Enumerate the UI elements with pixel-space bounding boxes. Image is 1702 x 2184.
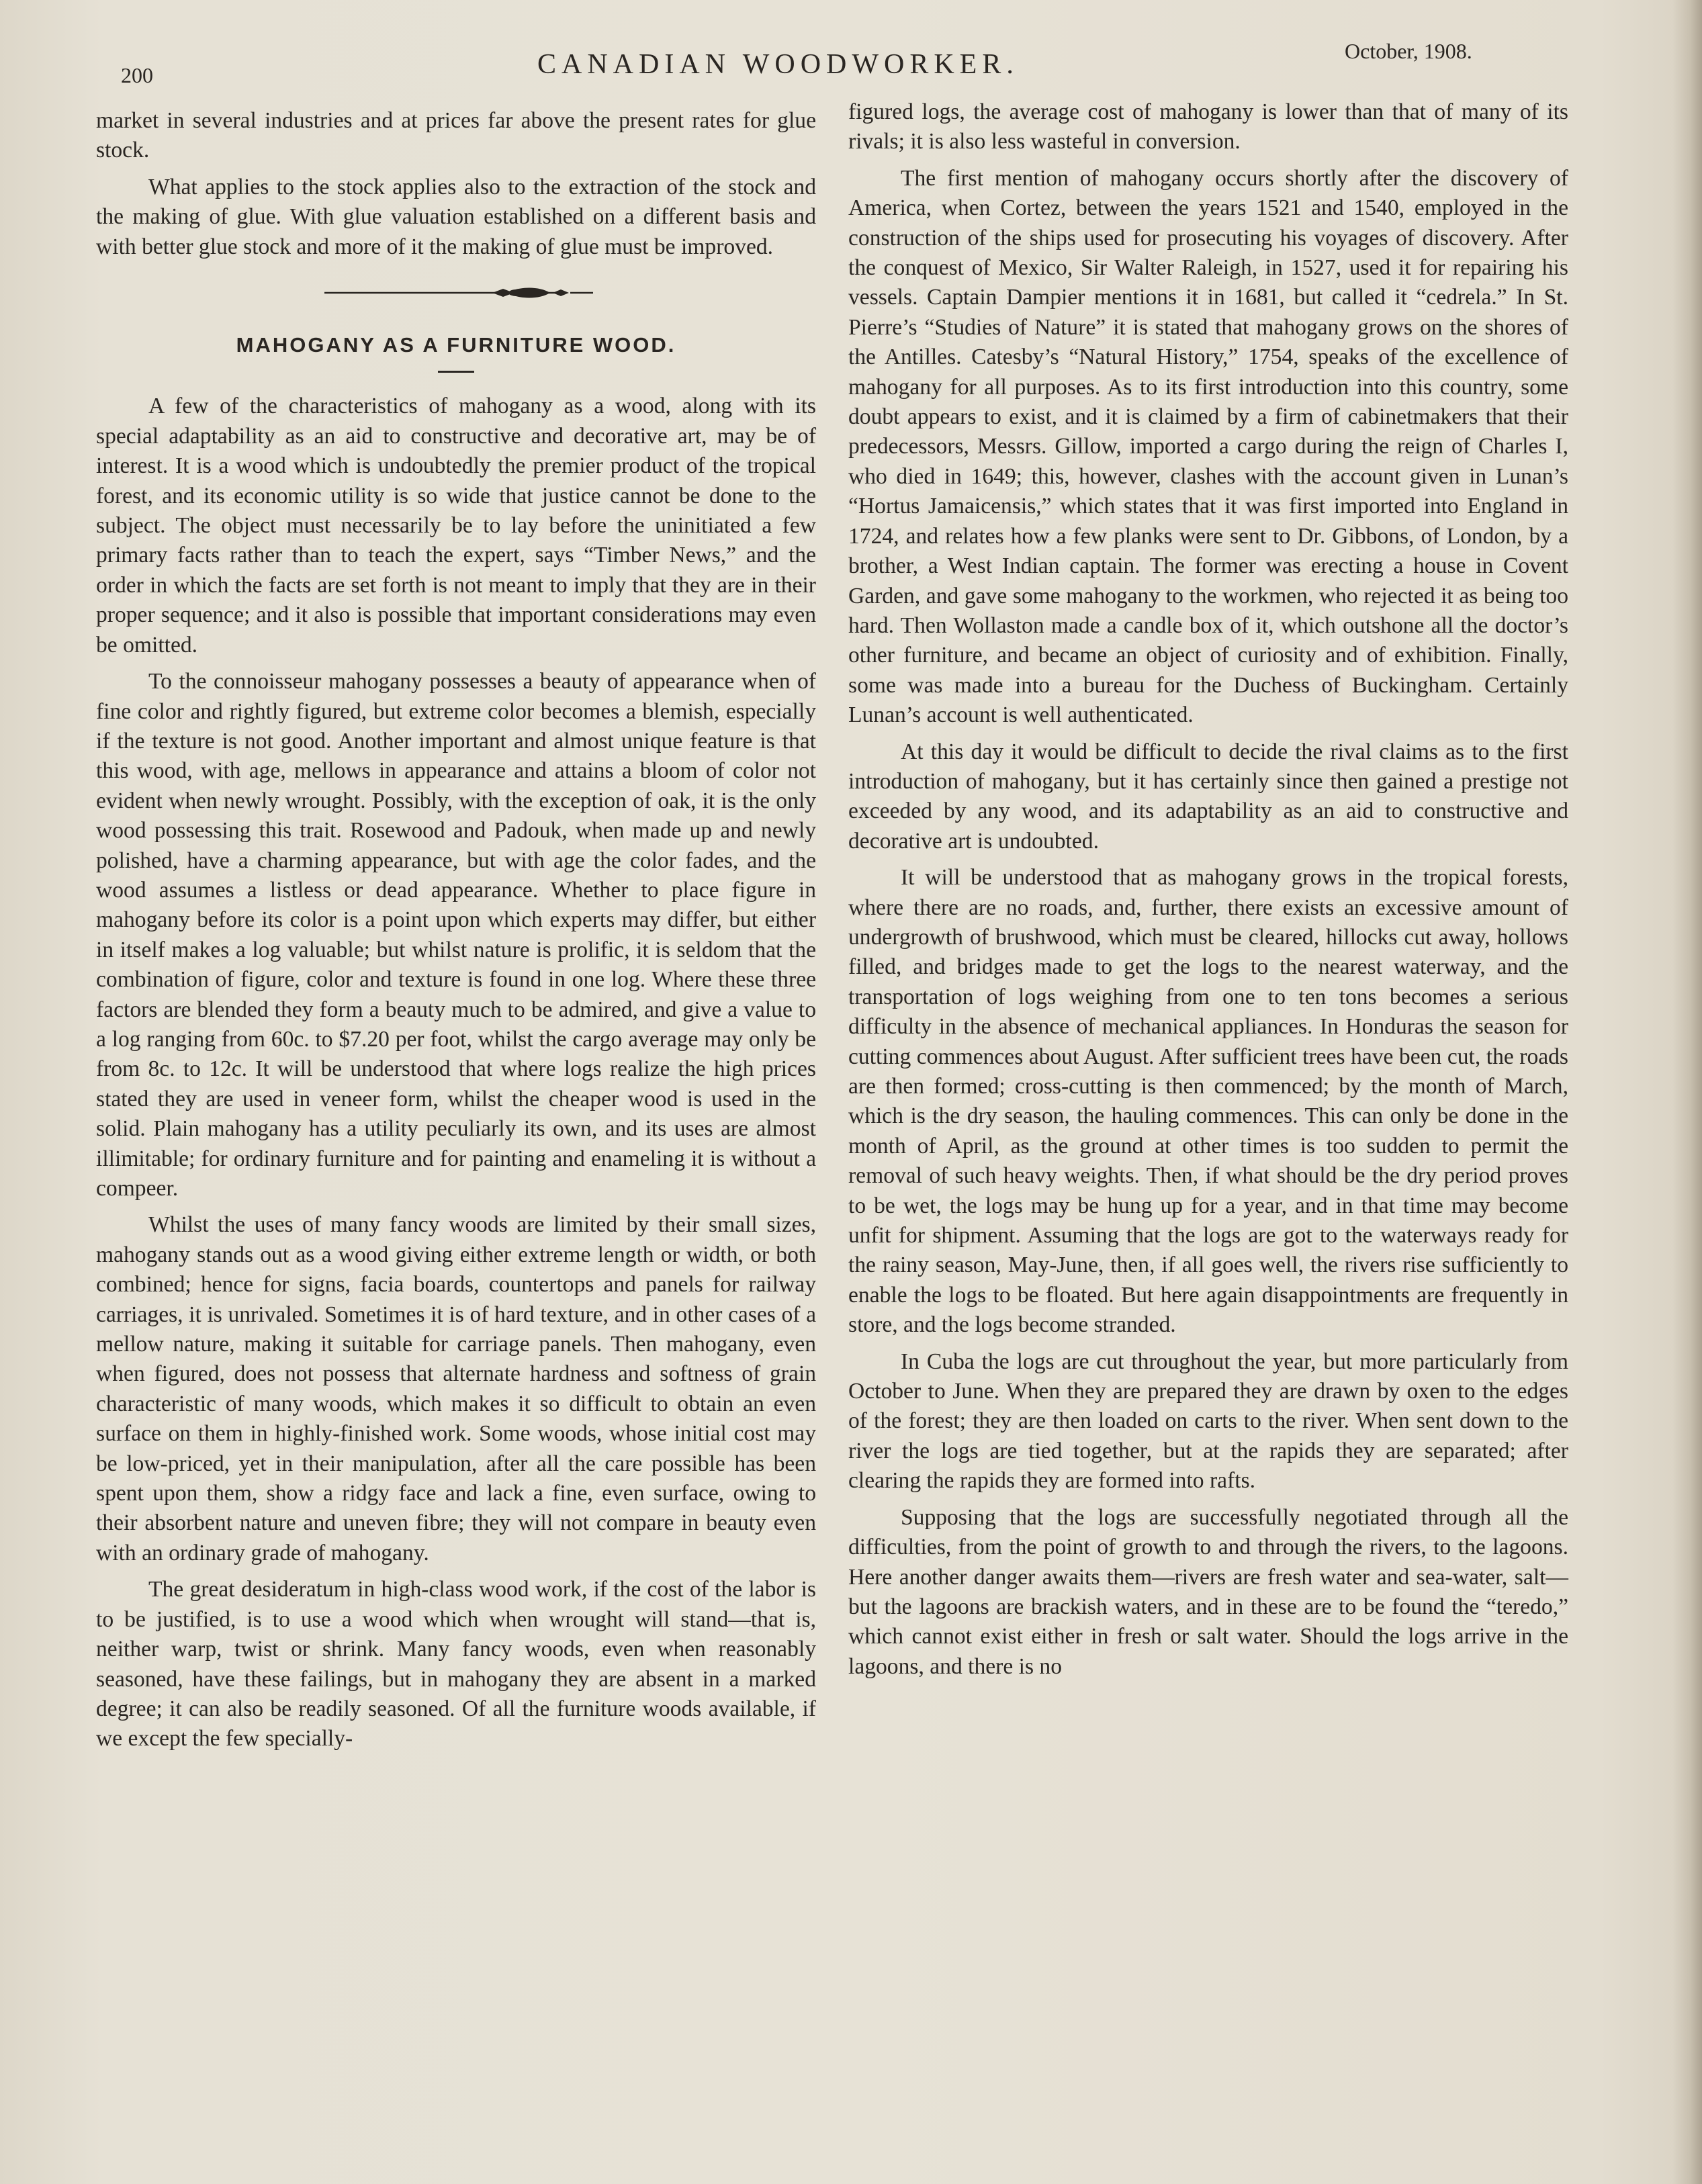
running-header [0,39,1702,86]
page-edge-shadow [1672,0,1702,2184]
article-paragraph-4: The great desideratum in high-class wood work, if the cost of the labor is to be justified, is to use a wood which when wrought will stand—that is, neither warp, twist or shrink. Many fancy woods, even when reasonably seasoned, have these failings, but in mahogany they are absent in a marked degree; it can also be readily seasoned. Of all the furniture woods available, if we except the few specially- [96,1577,816,1751]
article-paragraph-6: At this day it would be difficult to decide the rival claims as to the first introduction of mahogany, but it has certainly since then gained a prestige not exceeded by any wood, and its adaptability as an aid to constructive and decorative art is undoubted. [848,739,1568,854]
continued-paragraph-right: figured logs, the average cost of mahogany is lower than that of many of its rivals; it is also less wasteful in conversion. [848,99,1568,154]
left-column [96,106,816,1754]
glue-paragraph: What applies to the stock applies also to the extraction of the stock and the making of glue. With glue valuation established on a different basis and with better glue stock and more of it the making of glue must be improved. [96,174,816,259]
divider-ornament-icon [96,266,816,320]
page-number: 200 [121,63,153,87]
right-column [848,97,1568,1682]
journal-title: CANADIAN WOODWORKER. [537,49,1019,80]
continued-paragraph: market in several industries and at prices far above the present rates for glue stock. [96,108,816,163]
article-paragraph-9: Supposing that the logs are successfully negotiated through all the difficulties, from the point of growth to and through the rivers, to the lagoons. Here another danger awaits them—rivers are fresh water and sea-water, salt—but the lagoons are brackish waters, and in these are to be found the “teredo,” which cannot exist either in fresh or salt water. Should the logs arrive in the lagoons, and there is no [848,1504,1568,1679]
article-paragraph-3: Whilst the uses of many fancy woods are limited by their small sizes, mahogany stands out as a wood giving either extreme length or width, or both combined; hence for signs, facia boards, countertops and panels for railway carriages, it is unrivaled. Sometimes it is of hard texture, and in other cases of a mellow nature, making it suitable for carriage panels. Then mahogany, even when figured, does not possess that alternate hardness and softness of grain characteristic of many woods, which makes it so difficult to obtain an even surface on them in highly-finished work. Some woods, whose initial cost may be low-priced, yet in their manipulation, after all the care possible has been spent upon them, show a ridgy face and lack a fine, even surface, owing to their absorbent nature and uneven fibre; they will not compare in beauty even with an ordinary grade of mahogany. [96,1212,816,1565]
article-paragraph-5: The first mention of mahogany occurs shortly after the discovery of America, when Cortez, between the years 1521 and 1540, employed in the construction of the ships used for prosecuting his voyages of discovery. After the conquest of Mexico, Sir Walter Raleigh, in 1527, used it for repairing his vessels. Captain Dampier mentions it in 1681, but called it “cedrela.” In St. Pierre’s “Studies of Nature” it is stated that mahogany grows on the shores of the Antilles. Catesby’s “Natural History,” 1754, speaks of the excellence of mahogany for all purposes. As to its first introduction into this country, some doubt appears to exist, and it is claimed by a firm of cabinetmakers that their predecessors, Messrs. Gillow, imported a cargo during the reign of Charles I, who died in 1649; this, however, clashes with the account given in Lunan’s “Hortus Jamaicensis,” which states that it was first imported into England in 1724, and relates how a few planks were sent to Dr. Gibbons, of London, by a brother, a West Indian captain. The former was erecting a house in Covent Garden, and gave some mahogany to the workmen, who rejected it as being too hard. Then Wollaston made a candle box of it, which outshone all the doctor’s other furniture, and became an object of curiosity and of exhibition. Finally, some was made into a bureau for the Duchess of Buckingham. Certainly Lunan’s account is well authenticated. [848,165,1568,728]
heading-rule [438,371,474,373]
article-paragraph-8: In Cuba the logs are cut throughout the year, but more particularly from October to June. When they are prepared they are drawn by oxen to the edges of the forest; they are then loaded on carts to the river. When sent down to the river the logs are tied together, but at the rapids they are separated; after clearing the rapids they are formed into rafts. [848,1349,1568,1494]
article-paragraph-2: To the connoisseur mahogany possesses a beauty of appearance when of fine color and rightly figured, but extreme color becomes a blemish, especially if the texture is not good. Another important and almost unique feature is that this wood, with age, mellows in appearance and attains a bloom of color not evident when newly wrought. Possibly, with the exception of oak, it is the only wood possessing this trait. Rosewood and Padouk, when made up and newly polished, have a charming appearance, but with age the color fades, and the wood assumes a listless or dead appearance. Whether to place figure in mahogany before its color is a point upon which experts may differ, but either in itself makes a log valuable; but whilst nature is prolific, it is seldom that the combination of figure, color and texture is found in one log. Where these three factors are blended they form a beauty much to be admired, and give a value to a log ranging from 60c. to $7.20 per foot, whilst the cargo average may only be from 8c. to 12c. It will be understood that where logs realize the high prices stated they are used in veneer form, whilst the cheaper wood is used in the solid. Plain mahogany has a utility peculiarly its own, and its uses are almost illimitable; for ordinary furniture and for painting and enameling it is without a compeer. [96,669,816,1201]
article-heading: MAHOGANY AS A FURNITURE WOOD. [236,333,676,357]
article-paragraph-7: It will be understood that as mahogany grows in the tropical forests, where there are no roads, and, further, there exists an excessive amount of undergrowth of brushwood, which must be cleared, hillocks cut away, hollows filled, and bridges made to get the logs to the nearest waterway, and the transportation of logs weighing from one to ten tons becomes a serious difficulty in the absence of mechanical appliances. In Honduras the season for cutting commences about August. After sufficient trees have been cut, the roads are then formed; cross-cutting is then commenced; by the month of March, which is the dry season, the hauling commences. This can only be done in the month of April, as the ground at other times is too sudden to permit the removal of such heavy weights. Then, if what should be the dry period proves to be wet, the logs may be hung up for a year, and in that time may become unfit for shipment. Assuming that the logs are got to the waterways ready for the rainy season, May-June, then, if all goes well, the rivers rise sufficiently to enable the logs to be floated. But here again disappointments are frequently in store, and the logs become stranded. [848,865,1568,1338]
article-paragraph-1: A few of the characteristics of mahogany as a wood, along with its special adaptability as an aid to constructive and decorative art, may be of interest. It is a wood which is undoubtedly the premier product of the tropical forest, and its economic utility is so wide that justice cannot be done to the subject. The object must necessarily be to lay before the uninitiated a few primary facts rather than to teach the expert, says “Timber News,” and the order in which the facts are set forth is not meant to imply that they are in their proper sequence; and it also is possible that important considerations may even be omitted. [96,394,816,657]
issue-date: October, 1908. [1345,39,1472,63]
